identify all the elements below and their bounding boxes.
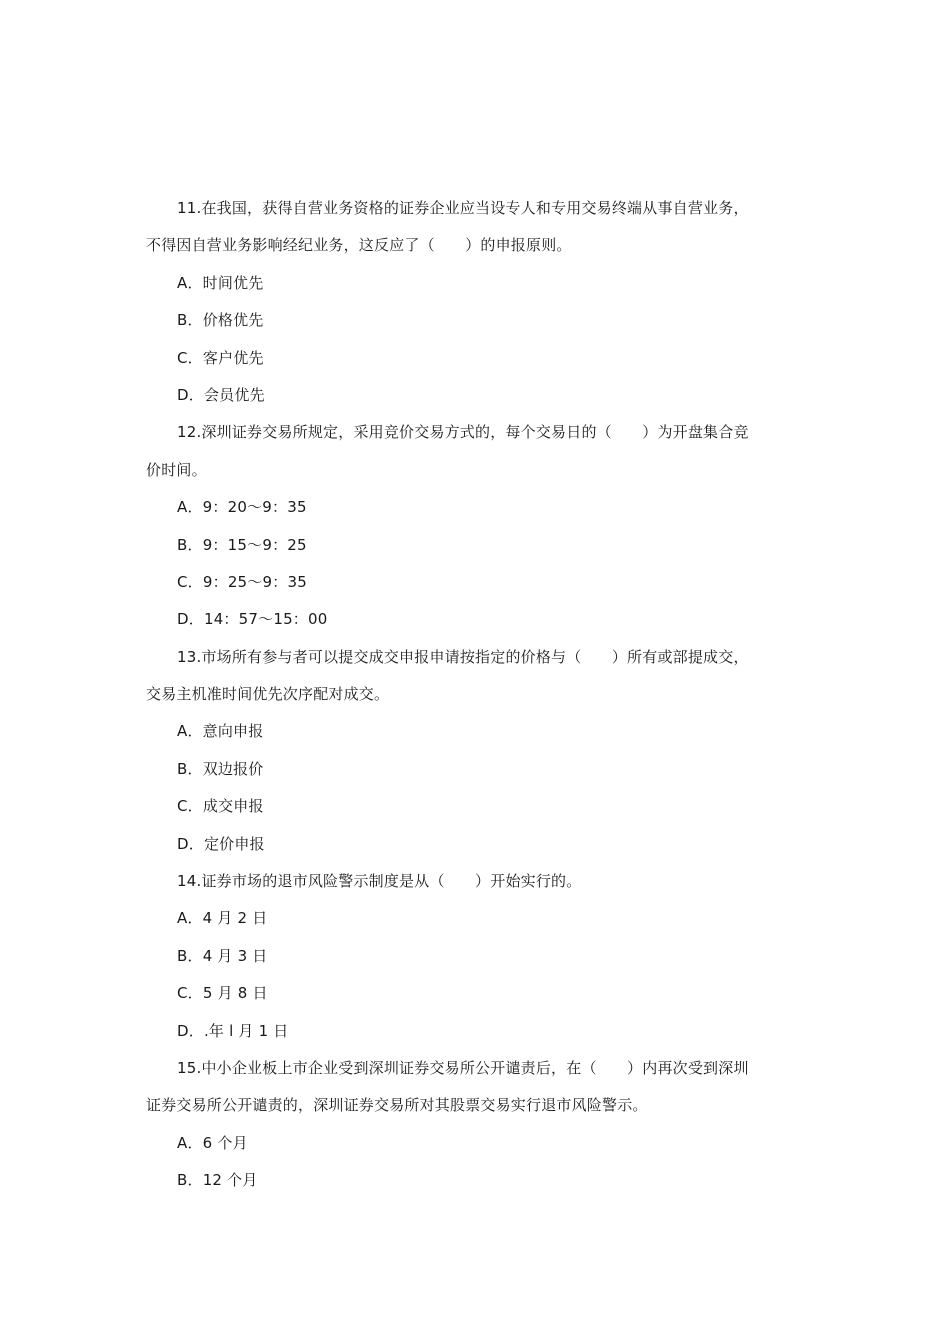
question-12-option-b: B．9：15～9：25	[177, 535, 307, 554]
question-14-option-b: B．4 月 3 日	[177, 946, 268, 965]
question-13-line-1: 13.市场所有参与者可以提交成交申报申请按指定的价格与（ ）所有或部提成交，	[177, 647, 749, 666]
question-13-option-b: B．双边报价	[177, 759, 264, 778]
question-12-option-d: D．14：57～15：00	[177, 610, 328, 629]
question-15-option-a: A．6 个月	[177, 1133, 248, 1152]
question-14-option-d: D．.年 l 月 1 日	[177, 1021, 289, 1040]
question-14-line-1: 14.证券市场的退市风险警示制度是从（ ）开始实行的。	[177, 872, 582, 891]
question-11-line-1: 11.在我国，获得自营业务资格的证券企业应当设专人和专用交易终端从事自营业务，	[177, 199, 749, 217]
question-12-line-2: 价时间。	[146, 460, 207, 479]
question-11-option-a: A．时间优先	[177, 273, 264, 292]
question-14-option-a: A．4 月 2 日	[177, 909, 268, 928]
question-11-option-b: B．价格优先	[177, 311, 264, 330]
question-15-line-1: 15.中小企业板上市企业受到深圳证券交易所公开谴责后，在（ ）内再次受到深圳	[177, 1058, 749, 1077]
question-13-option-c: C．成交申报	[177, 797, 264, 816]
question-14-option-c: C．5 月 8 日	[177, 984, 268, 1003]
question-15-line-2: 证券交易所公开谴责的，深圳证券交易所对其股票交易实行退市风险警示。	[146, 1096, 648, 1115]
question-13-line-2: 交易主机准时间优先次序配对成交。	[146, 685, 390, 704]
question-12-line-1: 12.深圳证券交易所规定，采用竞价交易方式的，每个交易日的（ ）为开盘集合竞	[177, 423, 749, 442]
question-11-option-d: D．会员优先	[177, 385, 265, 404]
question-12-option-c: C．9：25～9：35	[177, 572, 307, 591]
question-15-option-b: B．12 个月	[177, 1171, 258, 1190]
question-list	[146, 190, 806, 1200]
question-13-option-a: A．意向申报	[177, 722, 264, 741]
question-12-option-a: A．9：20～9：35	[177, 498, 307, 517]
question-13-option-d: D．定价申报	[177, 834, 265, 853]
question-11-line-2: 不得因自营业务影响经纪业务，这反应了（ ）的申报原则。	[146, 236, 572, 255]
question-11-option-c: C．客户优先	[177, 348, 264, 367]
